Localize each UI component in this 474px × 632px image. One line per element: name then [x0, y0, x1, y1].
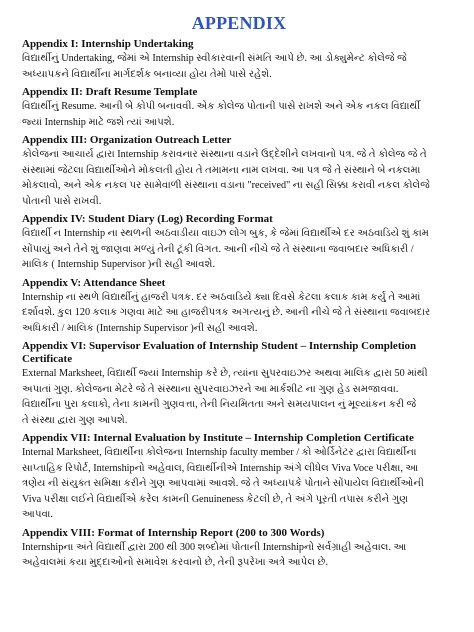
- body-line: સંસ્થામાં જેટલા વિદ્યાર્થીઓને મોકલતી હોય તે તમામના નામ લખવા. આ પત્ર જે તે સંસ્થાને બે નકલમા: [22, 164, 421, 176]
- section-body: [22, 290, 456, 337]
- appendix-section: [22, 340, 456, 428]
- section-heading: Appendix III: Organization Outreach Letter: [22, 134, 232, 146]
- section-heading: Appendix II: Draft Resume Template: [22, 86, 198, 98]
- section-heading: Appendix IV: Student Diary (Log) Recording Format: [22, 213, 273, 225]
- body-line: મોકલાવો, અને એક નકલ પર સામેવાળી સંસ્થાના વડાના "received" ના સહી સિક્કા કરાવી નકલ કોલેજે: [22, 180, 430, 191]
- body-line: વિદ્યાર્થી ન Internship ના સ્થળની અઠવાડીયા વાઇઝ લોગ બુક, કે જેમાં વિદ્યાર્થીએ દર અઠવાડિયે શું કામ: [22, 228, 429, 239]
- appendix-section: [22, 527, 456, 571]
- body-line: સોંપાયું અને તેને શું જાણવા મળ્યું તેની ટૂંકી વિગત. આની નીચે જે તે સંસ્થાના જવાબદાર અધિકારી /: [22, 243, 414, 255]
- section-heading: Appendix VIII: Format of Internship Report (200 to 300 Words): [22, 526, 325, 539]
- appendix-section: [22, 86, 456, 130]
- body-line: અધિકારી / માલિક (Internship Supervisor )ની સહી આવશે.: [22, 322, 258, 334]
- body-line: વિદ્યાર્થીનું Resume. આની બે કોપી બનાવવી. એક કોલેજ પોતાની પાસે રાખશે અને એક નકલ વિદ્યાર્થી: [22, 101, 421, 112]
- body-line: અધ્યાપકને વિદ્યાર્થીના માર્ગદર્શક બનાવ્યા હોય તેમો પાસે રહેશે.: [22, 68, 272, 80]
- appendix-section: [22, 38, 456, 82]
- section-body: [22, 445, 456, 523]
- appendix-section: [22, 432, 456, 523]
- section-heading: Appendix VII: Internal Evaluation by Institute – Internship Completion Certificate: [22, 432, 414, 444]
- section-heading: Appendix VI: Supervisor Evaluation of Internship Student – Internship Completion Certificate: [22, 340, 417, 365]
- body-line: કોલેજના આચાર્ય દ્વારા Internship કરાવનાર સંસ્થાના વડાને ઉદ્દેશીને લખવાનો પત્ર. જે તે કોલેજ જે તે: [22, 149, 427, 160]
- section-body: [22, 366, 456, 428]
- body-line: Internshipના અંતે વિદ્યાર્થી દ્વારા 200 થી 300 શબ્દોમાં પોતાની Internshipનો સર્વગ્રાહી અહેવાલ. આ: [22, 541, 407, 553]
- section-body: [22, 540, 456, 571]
- body-line: સાપ્તાહિક રિપોર્ટ, Internshipનો અહેવાલ, વિદ્યાર્થીનીએ Internship અંગે લીધેલ Viva Voce પરીક્ષા, આ: [22, 462, 419, 474]
- body-line: આપવા.: [22, 509, 53, 520]
- body-line: વિદ્યાર્થીનું Undertaking, જેમાં એ Internship સ્વીકારવાની સંમતિ આપે છે. આ ડોક્યુમેન્ટ કોલેજે જે: [22, 53, 407, 64]
- body-line: ત્રણેય ની સંયુક્ત સમિક્ષા કરીને ગુણ આપવામાં આવશે. જે તે અધ્યાપકે પોતાને સોંપાયેલ વિદ્યાર્થીઓની: [22, 478, 424, 489]
- body-line: Internship ના સ્થળે વિદ્યાર્થીનું હાજરી પત્રક. દર અઠવાડિયે ક્યા દિવસે કેટલા કલાક કામ કર્યું તે આમાં: [22, 291, 421, 303]
- section-heading: Appendix V: Attendance Sheet: [22, 276, 166, 289]
- body-line: માલિક ( Internship Supervisor )ની સહી આવશે.: [22, 259, 216, 270]
- page-title: APPENDIX: [191, 13, 287, 33]
- section-body: [22, 147, 456, 209]
- body-line: Viva પરીક્ષા લઈને વિદ્યાર્થીએ કરેલ કામની Genuineness કેટલી છે, તે અંગે પૂરતી તપાસ કરીને ગુણ: [22, 493, 409, 505]
- appendix-section: [22, 134, 456, 209]
- body-line: પોતાની પાસે રાખવી.: [22, 195, 102, 207]
- appendix-section: [22, 213, 456, 273]
- body-line: અહેવાલમાં કયા મુદ્દાઓનો સમાવેશ કરવાનો છે, તેની રૂપરેખા અત્રે આપેલ છે.: [22, 557, 329, 568]
- appendix-list: [22, 38, 456, 571]
- body-line: દર્શાવશે. કુલ 120 કલાક ગણવા માટે આ હાજરીપત્રક અગત્યનું છે. આની નીચે જે તે સંસ્થાના જવાબદાર: [22, 307, 431, 318]
- section-body: [22, 226, 456, 273]
- body-line: Internal Marksheet, વિદ્યાર્થીના કોલેજના Internship faculty member / કો ઓર્ડિનેટર દ્વારા વિદ્યાર્થીના: [22, 447, 417, 458]
- body-line: જ્યાં Internship માટે જશે ત્યાં આપશે.: [22, 116, 175, 128]
- body-line: તે સંસ્થા દ્વારા ગુણ આપશે.: [22, 414, 128, 426]
- body-line: વિદ્યાર્થીના પુરા કલાકો, તેના કામની ગુણવત્તા, તેની નિયમિતતા અને સમયપાલન નું મૂલ્યાંકન કરી જે: [22, 399, 417, 410]
- body-line: અપાતાં ગુણ. કોલેજના મેટરે જે તે સંસ્થાના સુપરવાઇઝરને આ માર્કશીટ ના ગુણ હેડ સમજાવવા.: [22, 383, 399, 395]
- appendix-section: [22, 277, 456, 337]
- body-line: External Marksheet, વિદ્યાર્થી જ્યાં Internship કરે છે, ત્યાંના સુપરવાઇઝર અથવા માલિક દ્વારા 50 માંથી: [22, 368, 428, 379]
- section-heading: Appendix I: Internship Undertaking: [22, 38, 194, 50]
- section-body: [22, 99, 456, 130]
- section-body: [22, 51, 456, 82]
